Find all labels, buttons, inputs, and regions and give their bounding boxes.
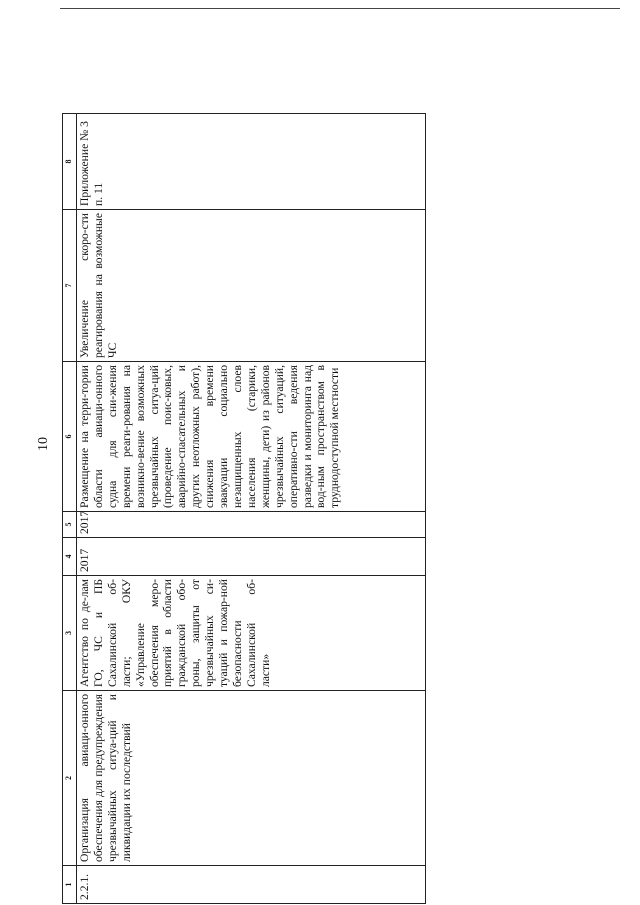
column-number-row	[63, 114, 77, 904]
column-number: 2	[63, 691, 77, 866]
column-number: 4	[63, 538, 77, 576]
column-number: 7	[63, 210, 77, 362]
column-number: 3	[63, 576, 77, 691]
column-number: 6	[63, 362, 77, 512]
column-number: 5	[63, 512, 77, 538]
executor: Агентство по де-лам ГО, ЧС и ПБ Сахалинской об-ласти; ОКУ «Управление обеспечения меро-приятий в области гражданской обо-роны, защиты от чрезвычайных си-туаций и пожар-ной безопасности Сахалинской об-ласти»	[77, 576, 426, 691]
measure-content: Размещение на терри-тории области авиаци-онного судна для сни-жения времени реаги-рования на возникно-вение возможных чрезвычайных ситуа-ций (проведение поис-ковых, аварийно-спасательных и других неотложных работ), снижения времени эвакуации социально незащищенных слоев населения (старики, женщины, дети) из районов чрезвычайных ситуаций, оперативно-сти ведения разведки и мониторинга над вод-ным пространством в труднодоступной местности	[77, 362, 426, 512]
start-year: 2017	[77, 538, 426, 576]
measure-name: Организация авиаци-онного обеспечения для предупреждения чрезвычайных ситуа-ций и ликвидации их последствий	[77, 691, 426, 866]
end-year: 2017	[77, 512, 426, 538]
column-number: 1	[63, 866, 77, 904]
top-rule	[60, 8, 620, 9]
note: Приложение № 3 п. 11	[77, 114, 426, 210]
column-number: 8	[63, 114, 77, 210]
rotated-table-container	[62, 114, 426, 904]
program-table	[62, 113, 426, 904]
row-number: 2.2.1.	[77, 866, 426, 904]
expected-result: Увеличение скоро-сти реагирования на возможные ЧС	[77, 210, 426, 362]
page-number: 10	[36, 437, 51, 451]
table-row	[77, 114, 426, 904]
